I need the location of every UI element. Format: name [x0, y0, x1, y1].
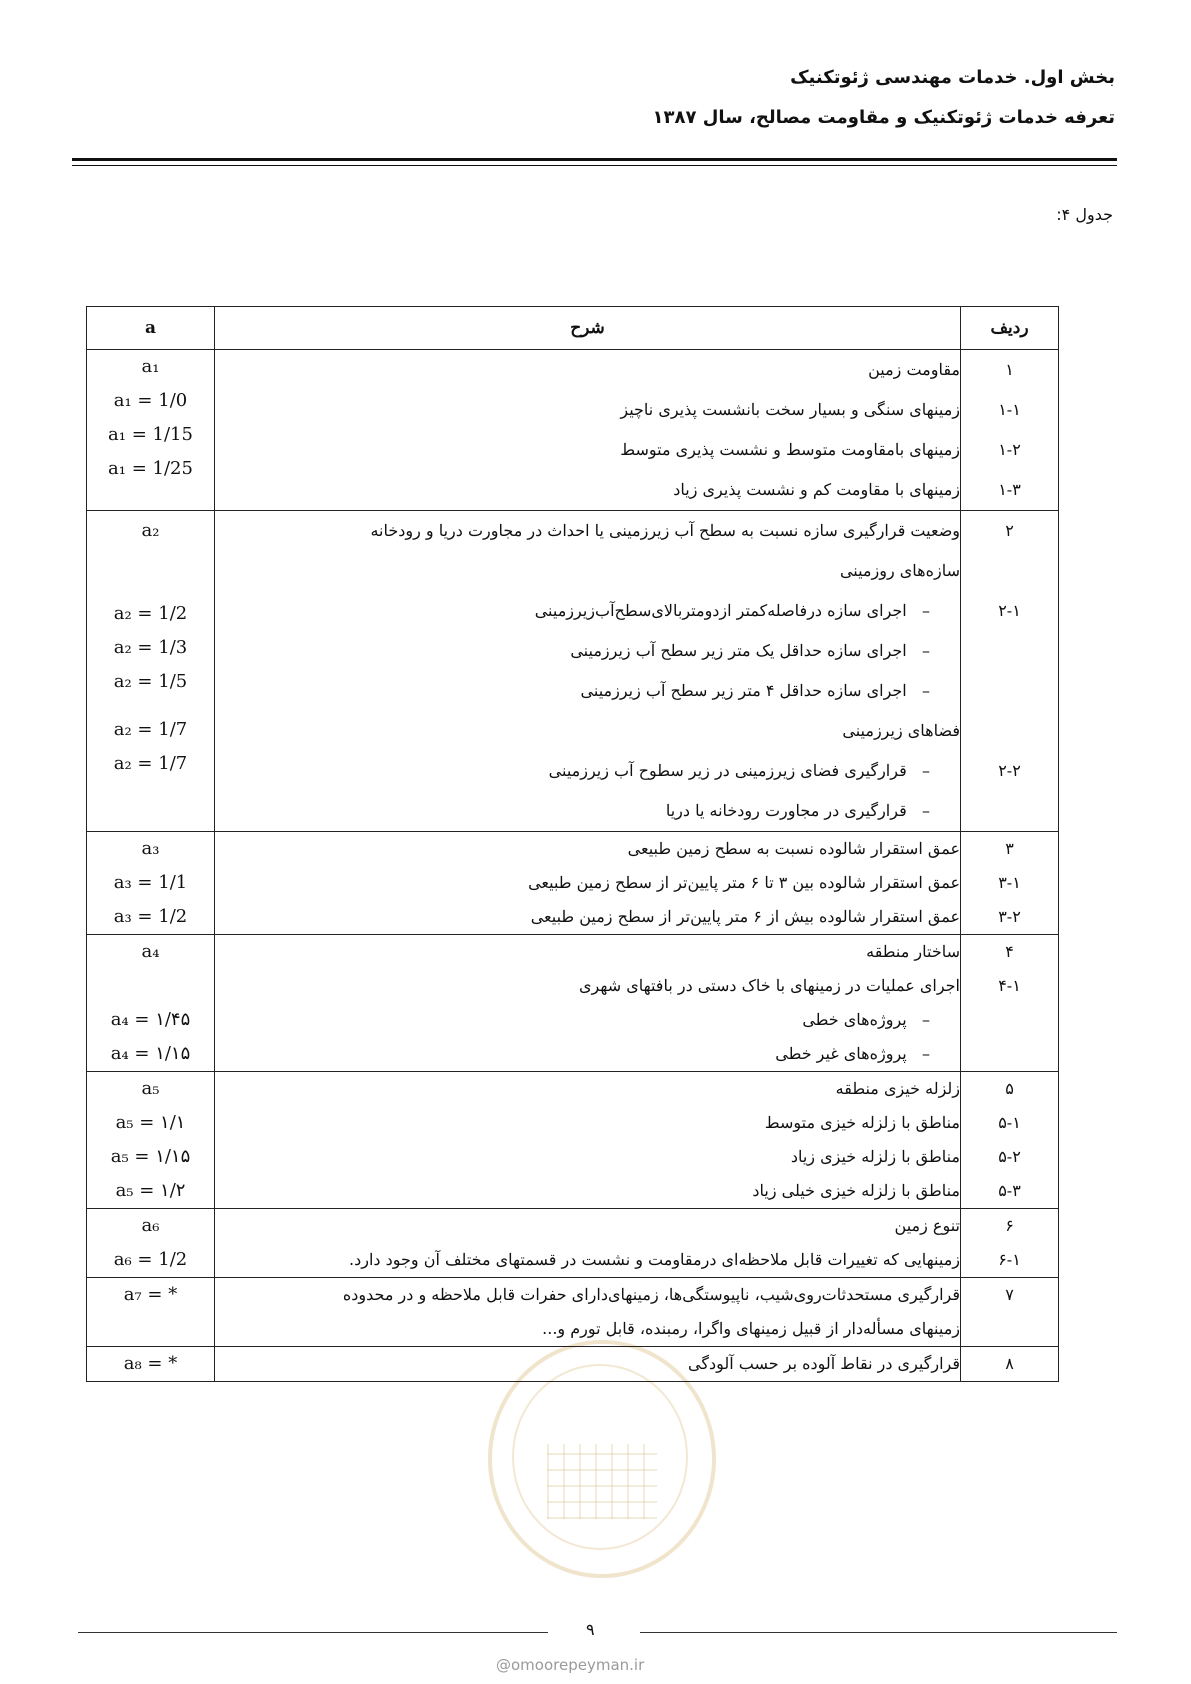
- description-line: وضعیت قرارگیری سازه نسبت به سطح آب زیرزمینی یا احداث در مجاورت دریا و رودخانه: [370, 521, 960, 540]
- row-number: ۷: [1005, 1285, 1014, 1304]
- row-number: ۲-۲: [998, 761, 1021, 780]
- coefficient-value: a₅ = ۱/۱۵: [110, 1146, 191, 1167]
- table-header-row: [87, 307, 1059, 350]
- description-line: زمینهایی که تغییرات قابل ملاحظه‌ای درمقاومت و نشست در قسمتهای مختلف آن وجود دارد.: [349, 1250, 960, 1269]
- table-group-8: [87, 1347, 1059, 1382]
- coefficient-label: a₂: [141, 520, 160, 541]
- group-4-row-numbers: [961, 935, 1059, 1072]
- row-number: ۱-۱: [998, 400, 1021, 419]
- description-line: زمینهای مسأله‌دار از قبیل زمینهای واگرا، رمبنده، قابل تورم و...: [542, 1319, 960, 1338]
- page-number: ۹: [586, 1620, 595, 1639]
- description-line: مناطق با زلزله خیزی خیلی زیاد: [752, 1181, 960, 1200]
- description-line: عمق استقرار شالوده بین ۳ تا ۶ متر پایین‌تر از سطح زمین طبیعی: [528, 873, 960, 892]
- table-group-4: [87, 935, 1059, 1072]
- footer-rule-right: [640, 1632, 1117, 1633]
- coefficient-value: a₂ = 1/7: [113, 719, 188, 740]
- header-description: شرح: [215, 307, 961, 350]
- group-6-descriptions: [215, 1209, 961, 1278]
- group-4-descriptions: [215, 935, 961, 1072]
- row-number: ۸: [1005, 1354, 1014, 1373]
- coefficient-value: a₃ = 1/2: [113, 906, 188, 927]
- row-number: ۱: [1005, 360, 1014, 379]
- description-line: مناطق با زلزله خیزی متوسط: [764, 1113, 960, 1132]
- row-number: ۵-۲: [998, 1147, 1021, 1166]
- row-number: [961, 711, 1058, 751]
- description-bullet-line: [215, 631, 960, 671]
- group-7-coefficients: [87, 1278, 215, 1347]
- description-text: قرارگیری فضای زیرزمینی در زیر سطوح آب زیرزمینی: [548, 761, 907, 780]
- header-coefficient: a: [87, 307, 215, 350]
- footer-rule-left: [78, 1632, 548, 1633]
- table-group-1: [87, 350, 1059, 511]
- bullet-dash: –: [922, 1010, 930, 1029]
- document-header: [653, 58, 1115, 138]
- description-line: قرارگیری مستحدثات‌روی‌شیب، ناپیوستگی‌ها، زمینهای‌دارای حفرات قابل ملاحظه و در محدوده: [342, 1285, 960, 1304]
- row-number: ۱-۳: [998, 480, 1021, 499]
- header-document-title: تعرفه خدمات ژئوتکنیک و مقاومت مصالح، سال ۱۳۸۷: [652, 107, 1115, 128]
- group-5-row-numbers: [961, 1072, 1059, 1209]
- description-line: زمینهای با مقاومت کم و نشست پذیری زیاد: [673, 480, 960, 499]
- description-line: زلزله خیزی منطقه: [835, 1079, 960, 1098]
- coefficient-value: a₂ = 1/3: [113, 637, 188, 658]
- row-number: [961, 1312, 1058, 1346]
- description-text: پروژه‌های غیر خطی: [775, 1044, 907, 1063]
- header-row-number: ردیف: [961, 307, 1059, 350]
- table-group-2: [87, 511, 1059, 832]
- table-group-3: [87, 832, 1059, 935]
- description-line: قرارگیری در نقاط آلوده بر حسب آلودگی: [688, 1354, 960, 1373]
- description-line: مقاومت زمین: [868, 360, 960, 379]
- coefficient-label: a₃: [141, 838, 160, 859]
- row-number: ۳-۱: [998, 873, 1021, 892]
- row-number: ۳: [1005, 839, 1014, 858]
- group-6-row-numbers: [961, 1209, 1059, 1278]
- table-group-6: [87, 1209, 1059, 1278]
- group-6-coefficients: [87, 1209, 215, 1278]
- coefficient-value: a₈ = *: [123, 1353, 178, 1374]
- group-8-coefficients: [87, 1347, 215, 1382]
- watermark-seal-grid: [547, 1444, 657, 1519]
- description-bullet-line: [215, 791, 960, 831]
- website-watermark: @omoorepeyman.ir: [496, 1656, 645, 1674]
- coefficient-value: a₇ = *: [123, 1284, 178, 1305]
- group-8-descriptions: [215, 1347, 961, 1382]
- group-1-row-numbers: [961, 350, 1059, 511]
- description-line: سازه‌های روزمینی: [839, 561, 960, 580]
- coefficient-value: a₂ = 1/2: [113, 603, 188, 624]
- description-bullet-line: [215, 1003, 960, 1037]
- description-line: عمق استقرار شالوده نسبت به سطح زمین طبیعی: [627, 839, 960, 858]
- row-number: ۵: [1005, 1079, 1014, 1098]
- row-number: [961, 631, 1058, 671]
- group-5-descriptions: [215, 1072, 961, 1209]
- group-8-row-numbers: [961, 1347, 1059, 1382]
- group-3-descriptions: [215, 832, 961, 935]
- description-text: اجرای سازه درفاصله‌کمتر ازدومتربالای‌سطح‌آب‌زیرزمینی: [534, 601, 907, 620]
- row-number: ۳-۲: [998, 907, 1021, 926]
- group-7-row-numbers: [961, 1278, 1059, 1347]
- bullet-dash: –: [922, 761, 930, 780]
- coefficient-value: a₁ = 1/0: [113, 390, 188, 411]
- coefficient-label: a₅: [141, 1078, 160, 1099]
- coefficient-label: a₄: [141, 941, 160, 962]
- coefficients-table: [86, 306, 1059, 1382]
- coefficient-value: a₂ = 1/7: [113, 753, 188, 774]
- description-text: اجرای سازه حداقل یک متر زیر سطح آب زیرزمینی: [570, 641, 907, 660]
- bullet-dash: –: [922, 681, 930, 700]
- coefficient-value: [87, 551, 214, 591]
- description-line: زمینهای بامقاومت متوسط و نشست پذیری متوسط: [620, 440, 960, 459]
- bullet-dash: –: [922, 1044, 930, 1063]
- header-divider: [72, 158, 1117, 166]
- description-line: اجرای عملیات در زمینهای با خاک دستی در بافتهای شهری: [578, 976, 960, 995]
- coefficient-value: a₁ = 1/25: [108, 458, 193, 479]
- coefficient-value: [87, 969, 214, 1003]
- row-number: ۵-۱: [998, 1113, 1021, 1132]
- header-section-title: بخش اول. خدمات مهندسی ژئوتکنیک: [790, 67, 1115, 88]
- coefficient-value: a₂ = 1/5: [113, 671, 188, 692]
- group-7-descriptions: [215, 1278, 961, 1347]
- coefficient-value: a₅ = ۱/۲: [115, 1180, 186, 1201]
- row-number: [961, 791, 1058, 831]
- coefficient-label: a₆: [141, 1215, 160, 1236]
- description-bullet-line: [215, 1037, 960, 1071]
- row-number: ۴: [1005, 942, 1014, 961]
- group-2-descriptions: [215, 511, 961, 832]
- coefficient-value: a₄ = ۱/۱۵: [110, 1043, 191, 1064]
- watermark-seal-inner-ring: [512, 1364, 688, 1550]
- group-1-coefficients: [87, 350, 215, 511]
- bullet-dash: –: [922, 641, 930, 660]
- group-3-row-numbers: [961, 832, 1059, 935]
- row-number: ۶: [1005, 1216, 1014, 1235]
- description-text: اجرای سازه حداقل ۴ متر زیر سطح آب زیرزمینی: [580, 681, 907, 700]
- group-3-coefficients: [87, 832, 215, 935]
- description-line: فضاهای زیرزمینی: [842, 721, 960, 740]
- coefficient-value: a₄ = ۱/۴۵: [110, 1009, 191, 1030]
- description-line: ساختار منطقه: [866, 942, 960, 961]
- description-bullet-line: [215, 591, 960, 631]
- description-line: زمینهای سنگی و بسیار سخت بانشست پذیری ناچیز: [620, 400, 960, 419]
- coefficient-value: a₃ = 1/1: [113, 872, 188, 893]
- description-bullet-line: [215, 671, 960, 711]
- description-bullet-line: [215, 751, 960, 791]
- group-4-coefficients: [87, 935, 215, 1072]
- description-line: عمق استقرار شالوده بیش از ۶ متر پایین‌تر از سطح زمین طبیعی: [530, 907, 960, 926]
- coefficient-value: a₅ = ۱/۱: [115, 1112, 186, 1133]
- row-number: ۶-۱: [998, 1250, 1021, 1269]
- group-2-coefficients: [87, 511, 215, 832]
- row-number: ۲-۱: [998, 601, 1021, 620]
- description-line: مناطق با زلزله خیزی زیاد: [790, 1147, 960, 1166]
- spacer: [87, 699, 214, 713]
- table-group-5: [87, 1072, 1059, 1209]
- group-1-descriptions: [215, 350, 961, 511]
- row-number: [961, 1037, 1058, 1071]
- coefficient-label: a₁: [141, 356, 160, 377]
- row-number: ۵-۳: [998, 1181, 1021, 1200]
- row-number: [961, 1003, 1058, 1037]
- table-group-7: [87, 1278, 1059, 1347]
- row-number: ۲: [1005, 521, 1014, 540]
- group-5-coefficients: [87, 1072, 215, 1209]
- coefficient-value: a₁ = 1/15: [108, 424, 193, 445]
- group-2-row-numbers: [961, 511, 1059, 832]
- row-number: [961, 671, 1058, 711]
- bullet-dash: –: [922, 801, 930, 820]
- coefficient-value: a₆ = 1/2: [113, 1249, 188, 1270]
- description-text: قرارگیری در مجاورت رودخانه یا دریا: [665, 801, 907, 820]
- table-caption: جدول ۴:: [1056, 205, 1113, 224]
- description-line: تنوع زمین: [894, 1216, 960, 1235]
- description-text: پروژه‌های خطی: [802, 1010, 907, 1029]
- row-number: [961, 551, 1058, 591]
- row-number: ۱-۲: [998, 440, 1021, 459]
- row-number: ۴-۱: [998, 976, 1021, 995]
- bullet-dash: –: [922, 601, 930, 620]
- coefficient-value: [87, 1312, 214, 1346]
